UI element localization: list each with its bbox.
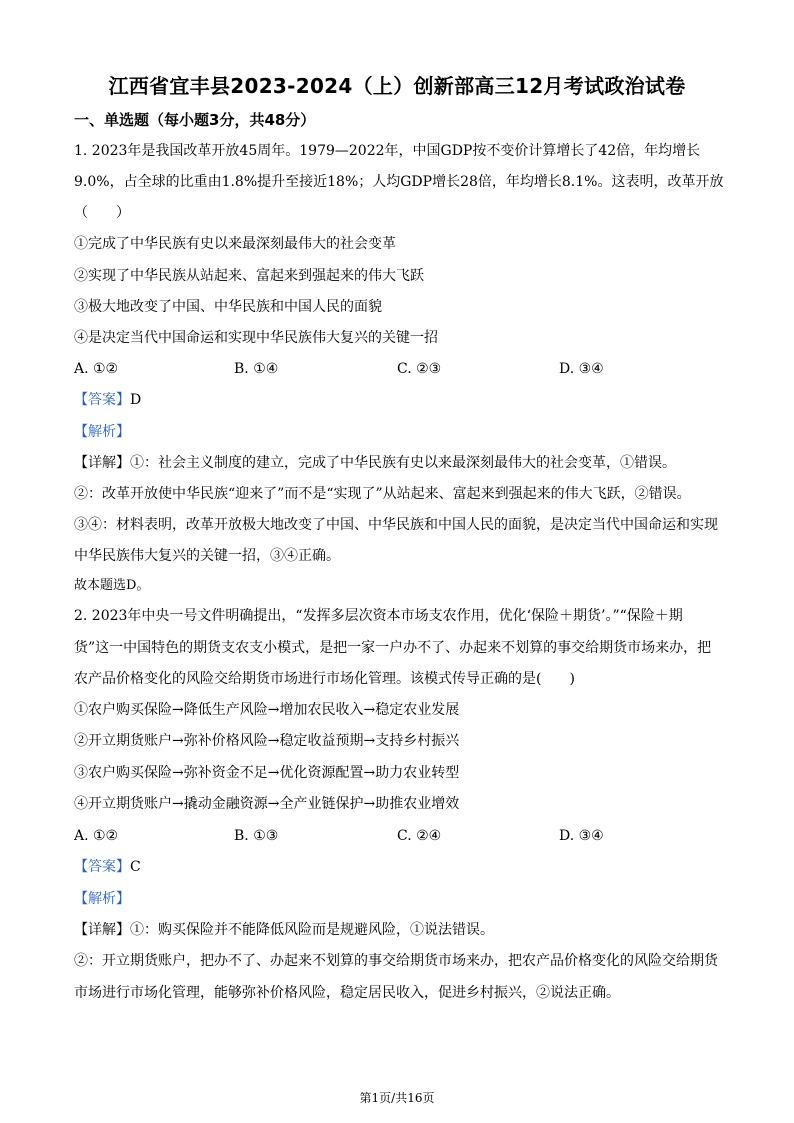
q1-option-d: D. ③④ [559, 361, 604, 377]
q2-detail-line-1 [74, 921, 724, 939]
analysis-tag: 【解析】 [74, 891, 130, 907]
q2-statement-3: ③农户购买保险→弥补资金不足→优化资源配置→助力农业转型 [74, 765, 460, 781]
q2-detail-line-2: ②：开立期货账户，把办不了、办起来不划算的事交给期货市场来办，把农产品价格变化的风险交给期货 [74, 953, 718, 969]
q2-answer [74, 858, 724, 876]
q1-answer [74, 391, 724, 409]
q2-stem-line-2: 货”这一中国特色的期货支农支小模式，是把一家一户办不了、办起来不划算的事交给期货市场来办，把 [74, 640, 712, 656]
q2-analysis-tag [74, 890, 724, 908]
detail-tag: 【详解】 [74, 455, 130, 471]
section-heading: 一、单选题（每小题3分，共48分） [74, 111, 316, 129]
q1-detail-line-1 [74, 454, 724, 472]
answer-tag: 【答案】 [74, 859, 130, 875]
q1-option-a: A. ①② [74, 361, 119, 377]
page-footer: 第1页/共16页 [359, 1091, 435, 1105]
q1-detail-line-3: ③④：材料表明，改革开放极大地改变了中国、中华民族和中国人民的面貌，是决定当代中国命运和实现 [74, 517, 718, 533]
answer-value: D [130, 392, 142, 408]
q1-statement-2: ②实现了中华民族从站起来、富起来到强起来的伟大飞跃 [74, 268, 424, 284]
q1-detail-line-2: ②：改革开放使中华民族“迎来了”而不是“实现了”从站起来、富起来到强起来的伟大飞跃，②错误。 [74, 486, 691, 502]
q2-statement-1: ①农户购买保险→降低生产风险→增加农民收入→稳定农业发展 [74, 702, 460, 718]
q1-option-b: B. ①④ [234, 361, 279, 377]
q1-detail-line-5: 故本题选D。 [74, 578, 150, 593]
answer-tag: 【答案】 [74, 392, 130, 408]
q1-statement-4: ④是决定当代中国命运和实现中华民族伟大复兴的关键一招 [74, 330, 438, 346]
detail-text: ①：社会主义制度的建立，完成了中华民族有史以来最深刻最伟大的社会变革，①错误。 [130, 455, 676, 471]
q1-analysis-tag [74, 423, 724, 441]
q2-statement-4: ④开立期货账户→撬动金融资源→全产业链保护→助推农业增效 [74, 796, 460, 812]
q1-statement-3: ③极大地改变了中国、中华民族和中国人民的面貌 [74, 299, 382, 315]
q2-option-b: B. ①③ [234, 828, 279, 844]
q2-statement-2: ②开立期货账户→弥补价格风险→稳定收益预期→支持乡村振兴 [74, 733, 460, 749]
q2-stem-line-1: 2. 2023年中央一号文件明确提出，“发挥多层次资本市场支农作用，优化‘保险＋期货’。”“保险＋期 [74, 608, 683, 624]
q2-stem-line-3: 农产品价格变化的风险交给期货市场进行市场化管理。该模式传导正确的是( ) [74, 671, 575, 687]
q2-option-c: C. ②④ [397, 828, 442, 844]
q2-option-d: D. ③④ [559, 828, 604, 844]
q2-detail-line-3: 市场进行市场化管理，能够弥补价格风险，稳定居民收入，促进乡村振兴，②说法正确。 [74, 985, 620, 1001]
q1-stem-line-3: （ ） [74, 205, 130, 221]
page-title: 江西省宜丰县2023-2024（上）创新部高三12月考试政治试卷 [108, 74, 686, 98]
detail-tag: 【详解】 [74, 922, 130, 938]
q1-detail-line-4: 中华民族伟大复兴的关键一招，③④正确。 [74, 548, 340, 564]
analysis-tag: 【解析】 [74, 424, 130, 440]
q1-stem-line-2: 9.0%，占全球的比重由1.8%提升至接近18%；人均GDP增长28倍，年均增长8.1%。这表明，改革开放 [74, 174, 724, 190]
q2-option-a: A. ①② [74, 828, 119, 844]
q1-stem-line-1: 1. 2023年是我国改革开放45周年。1979—2022年，中国GDP按不变价计算增长了42倍，年均增长 [74, 143, 701, 159]
answer-value: C [130, 859, 141, 875]
q1-statement-1: ①完成了中华民族有史以来最深刻最伟大的社会变革 [74, 236, 396, 252]
detail-text: ①：购买保险并不能降低风险而是规避风险，①说法错误。 [130, 922, 494, 938]
q1-option-c: C. ②③ [397, 361, 442, 377]
